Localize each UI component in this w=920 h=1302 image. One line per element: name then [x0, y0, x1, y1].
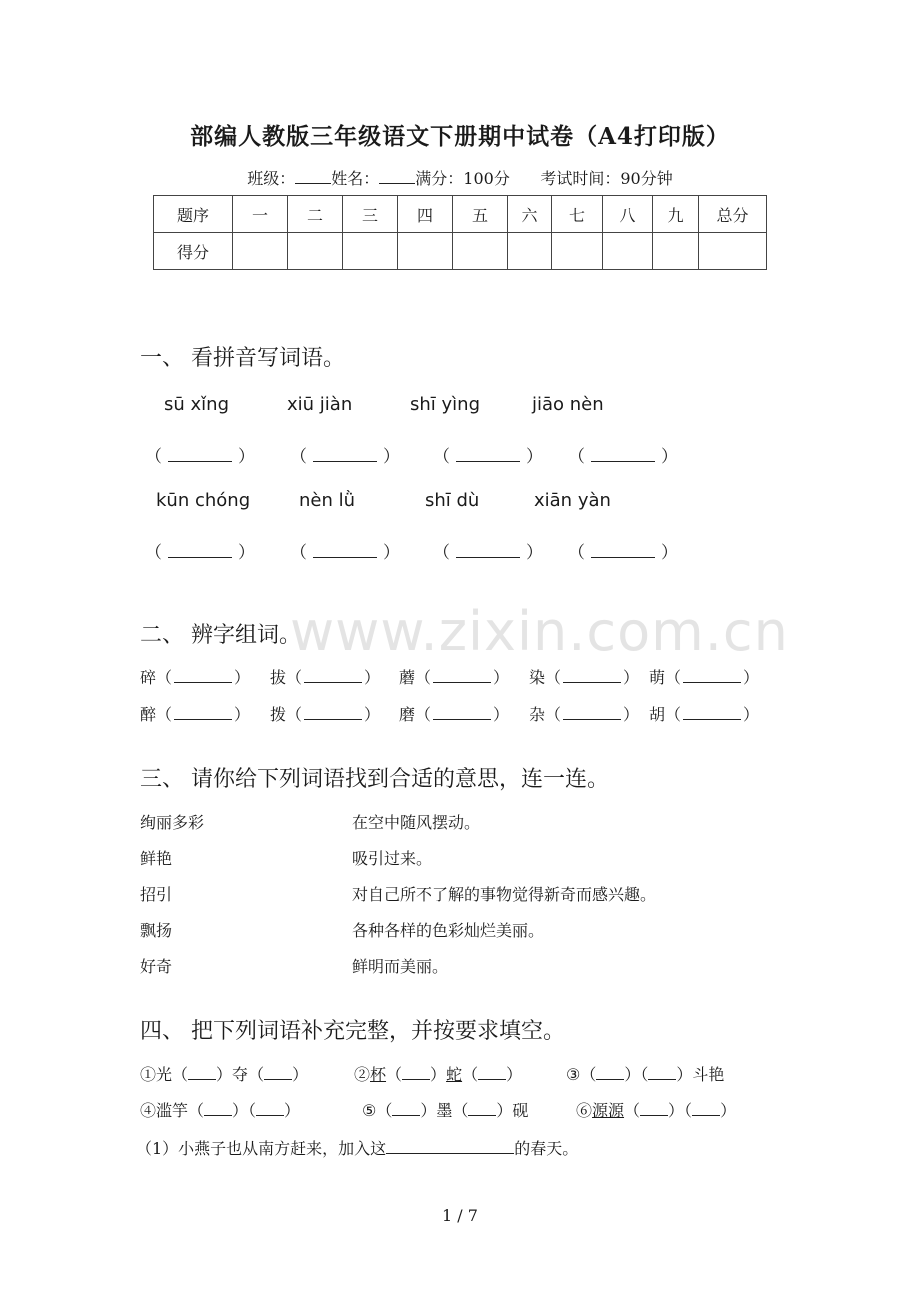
underline — [433, 709, 491, 720]
character: 杂 — [529, 705, 546, 724]
close-paren: ） — [526, 543, 543, 563]
question-text: （1）小燕子也从南方赶来，加入这 — [136, 1139, 387, 1158]
fill-question-1 — [136, 1136, 578, 1159]
pinyin-item: nèn lǜ — [299, 490, 356, 511]
idiom-item-2[interactable]: ②杯（ ）蛇（ ） — [354, 1065, 523, 1084]
character: 萌 — [649, 668, 666, 687]
exam-time-label: 考试时间：90分钟 — [540, 169, 673, 188]
word-group-item[interactable] — [140, 665, 250, 688]
open-paren: （ — [433, 543, 450, 563]
exam-info — [0, 166, 920, 189]
close-paren: ） — [383, 447, 400, 467]
idiom-text: 源源 — [592, 1101, 625, 1120]
word-group-item[interactable] — [529, 702, 639, 725]
score-header-cell: 五 — [453, 196, 508, 233]
pinyin-item: xiū jiàn — [287, 394, 353, 415]
pinyin-item: jiāo nèn — [532, 394, 604, 415]
match-word[interactable]: 绚丽多彩 — [140, 813, 205, 832]
match-meaning[interactable]: 各种各样的色彩灿烂美丽。 — [352, 921, 545, 940]
score-header-cell: 三 — [343, 196, 398, 233]
watermark: www.zixin.com.cn — [290, 600, 789, 663]
character: 染 — [529, 668, 546, 687]
underline — [563, 672, 621, 683]
close-paren: ） — [661, 543, 678, 563]
idiom-text: 斗艳 — [692, 1065, 725, 1084]
close-paren: ） — [383, 543, 400, 563]
score-cell[interactable] — [343, 233, 398, 270]
open-paren: （ — [415, 668, 432, 687]
underline — [313, 449, 377, 462]
idiom-item-1[interactable]: ①光（ ）夺（ ） — [140, 1065, 309, 1084]
open-paren: （ — [665, 668, 682, 687]
idiom-text: ①光 — [140, 1065, 173, 1084]
idiom-text: 砚 — [512, 1101, 529, 1120]
underline — [304, 672, 362, 683]
score-header-cell: 九 — [653, 196, 699, 233]
close-paren: ） — [364, 705, 381, 724]
close-paren: ） — [364, 668, 381, 687]
idiom-blank[interactable] — [648, 1069, 676, 1080]
document-title: 部编人教版三年级语文下册期中试卷（A4打印版） — [190, 123, 730, 150]
character: 拨 — [270, 705, 287, 724]
close-paren: ） — [743, 705, 760, 724]
underline — [456, 545, 520, 558]
close-paren: ） — [493, 668, 510, 687]
idiom-blank[interactable] — [256, 1105, 284, 1116]
answer-blank[interactable] — [433, 538, 543, 563]
open-paren: （ — [286, 668, 303, 687]
score-header-cell: 八 — [603, 196, 653, 233]
idiom-blank[interactable] — [264, 1069, 292, 1080]
match-word[interactable]: 鲜艳 — [140, 849, 173, 868]
pinyin-item: shī yìng — [410, 394, 480, 415]
open-paren: （ — [145, 447, 162, 467]
character: 碎 — [140, 668, 157, 687]
idiom-item-4[interactable]: ④滥竽（ ）（ ） — [140, 1101, 301, 1120]
score-header-cell: 一 — [233, 196, 288, 233]
underline — [168, 449, 232, 462]
idiom-item-3[interactable]: ③（ ）（ ）斗艳 — [566, 1065, 725, 1084]
word-group-item[interactable] — [399, 702, 509, 725]
page-number: 1 / 7 — [442, 1206, 478, 1225]
underline — [456, 449, 520, 462]
idiom-blank[interactable] — [692, 1105, 720, 1116]
score-cell[interactable] — [653, 233, 699, 270]
score-header-cell: 四 — [398, 196, 453, 233]
open-paren: （ — [568, 447, 585, 467]
open-paren: （ — [545, 705, 562, 724]
underline — [563, 709, 621, 720]
score-cell[interactable] — [699, 233, 767, 270]
pinyin-item: xiān yàn — [534, 490, 611, 511]
score-cell[interactable] — [603, 233, 653, 270]
match-word[interactable]: 好奇 — [140, 957, 173, 976]
character: 蘑 — [399, 668, 416, 687]
pinyin-item: sū xǐng — [164, 394, 229, 415]
word-group-item[interactable] — [649, 702, 759, 725]
word-group-item[interactable] — [270, 665, 380, 688]
score-header-cell: 六 — [508, 196, 552, 233]
idiom-text: ③ — [566, 1065, 581, 1084]
idiom-blank[interactable] — [640, 1105, 668, 1116]
close-paren: ） — [238, 543, 255, 563]
close-paren: ） — [234, 705, 251, 724]
idiom-text: ② — [354, 1065, 371, 1084]
word-group-item[interactable] — [270, 702, 380, 725]
match-word[interactable]: 招引 — [140, 885, 173, 904]
section2-heading: 二、 辨字组词。 — [140, 623, 301, 648]
pinyin-item: kūn chóng — [156, 490, 251, 511]
answer-blank[interactable] — [290, 442, 400, 467]
name-label: 姓名： — [331, 169, 380, 188]
score-cell[interactable] — [398, 233, 453, 270]
idiom-blank[interactable] — [402, 1069, 430, 1080]
open-paren: （ — [665, 705, 682, 724]
answer-blank[interactable] — [433, 442, 543, 467]
close-paren: ） — [238, 447, 255, 467]
section4-heading: 四、 把下列词语补充完整，并按要求填空。 — [140, 1019, 565, 1044]
fill-blank[interactable] — [386, 1141, 514, 1154]
open-paren: （ — [156, 668, 173, 687]
underline — [174, 672, 232, 683]
score-row-label: 得分 — [154, 233, 233, 270]
underline — [168, 545, 232, 558]
score-header-cell: 二 — [288, 196, 343, 233]
close-paren: ） — [234, 668, 251, 687]
close-paren: ） — [526, 447, 543, 467]
pinyin-item: shī dù — [425, 490, 480, 511]
score-header-cell: 总分 — [699, 196, 767, 233]
class-label: 班级： — [247, 169, 296, 188]
open-paren: （ — [545, 668, 562, 687]
score-cell[interactable] — [508, 233, 552, 270]
idiom-item-5[interactable]: ⑤（ ）墨（ ）砚 — [362, 1101, 529, 1120]
idiom-text: 墨 — [436, 1101, 453, 1120]
answer-blank[interactable] — [568, 538, 678, 563]
section1-heading: 一、 看拼音写词语。 — [140, 346, 345, 371]
word-group-item[interactable] — [140, 702, 250, 725]
close-paren: ） — [743, 668, 760, 687]
answer-blank[interactable] — [290, 538, 400, 563]
name-blank[interactable] — [379, 169, 415, 184]
idiom-blank[interactable] — [392, 1105, 420, 1116]
underline — [591, 449, 655, 462]
character: 磨 — [399, 705, 416, 724]
open-paren: （ — [156, 705, 173, 724]
idiom-text: ④滥竽 — [140, 1101, 189, 1120]
underline — [433, 672, 491, 683]
score-cell[interactable] — [288, 233, 343, 270]
word-group-item[interactable] — [399, 665, 509, 688]
score-header-cell: 题序 — [154, 196, 233, 233]
open-paren: （ — [433, 447, 450, 467]
score-header-cell: 七 — [552, 196, 603, 233]
question-text: 的春天。 — [514, 1139, 579, 1158]
answer-blank[interactable] — [568, 442, 678, 467]
character: 胡 — [649, 705, 666, 724]
open-paren: （ — [415, 705, 432, 724]
word-group-item[interactable] — [649, 665, 759, 688]
underline — [683, 709, 741, 720]
underline — [683, 672, 741, 683]
idiom-text: 杯 — [370, 1065, 387, 1084]
close-paren: ） — [623, 668, 640, 687]
idiom-blank[interactable] — [478, 1069, 506, 1080]
match-meaning[interactable]: 对自己所不了解的事物觉得新奇而感兴趣。 — [352, 885, 657, 904]
idiom-text: ⑤ — [362, 1101, 377, 1120]
match-word[interactable]: 飘扬 — [140, 921, 173, 940]
answer-blank[interactable] — [145, 538, 255, 563]
idiom-text: ⑥ — [576, 1101, 593, 1120]
match-meaning[interactable]: 在空中随风摆动。 — [352, 813, 481, 832]
close-paren: ） — [623, 705, 640, 724]
idiom-text: 蛇 — [446, 1065, 463, 1084]
score-cell[interactable] — [552, 233, 603, 270]
score-table-score-row — [154, 233, 767, 270]
section3-heading: 三、 请你给下列词语找到合适的意思，连一连。 — [140, 767, 609, 792]
full-score-label: 满分：100分 — [415, 169, 510, 188]
idiom-text: 夺 — [232, 1065, 249, 1084]
match-meaning[interactable]: 吸引过来。 — [352, 849, 433, 868]
class-blank[interactable] — [295, 169, 331, 184]
underline — [591, 545, 655, 558]
idiom-blank[interactable] — [468, 1105, 496, 1116]
underline — [313, 545, 377, 558]
open-paren: （ — [286, 705, 303, 724]
idiom-blank[interactable] — [204, 1105, 232, 1116]
idiom-blank[interactable] — [596, 1069, 624, 1080]
open-paren: （ — [290, 447, 307, 467]
score-cell[interactable] — [453, 233, 508, 270]
underline — [304, 709, 362, 720]
open-paren: （ — [568, 543, 585, 563]
match-meaning[interactable]: 鲜明而美丽。 — [352, 957, 449, 976]
word-group-item[interactable] — [529, 665, 639, 688]
score-cell[interactable] — [233, 233, 288, 270]
score-table — [153, 195, 767, 270]
character: 拔 — [270, 668, 287, 687]
close-paren: ） — [661, 447, 678, 467]
close-paren: ） — [493, 705, 510, 724]
idiom-blank[interactable] — [188, 1069, 216, 1080]
idiom-item-6[interactable]: ⑥源源（ ）（ ） — [576, 1101, 737, 1120]
underline — [174, 709, 232, 720]
open-paren: （ — [290, 543, 307, 563]
open-paren: （ — [145, 543, 162, 563]
character: 醉 — [140, 705, 157, 724]
score-table-header-row — [154, 196, 767, 233]
answer-blank[interactable] — [145, 442, 255, 467]
